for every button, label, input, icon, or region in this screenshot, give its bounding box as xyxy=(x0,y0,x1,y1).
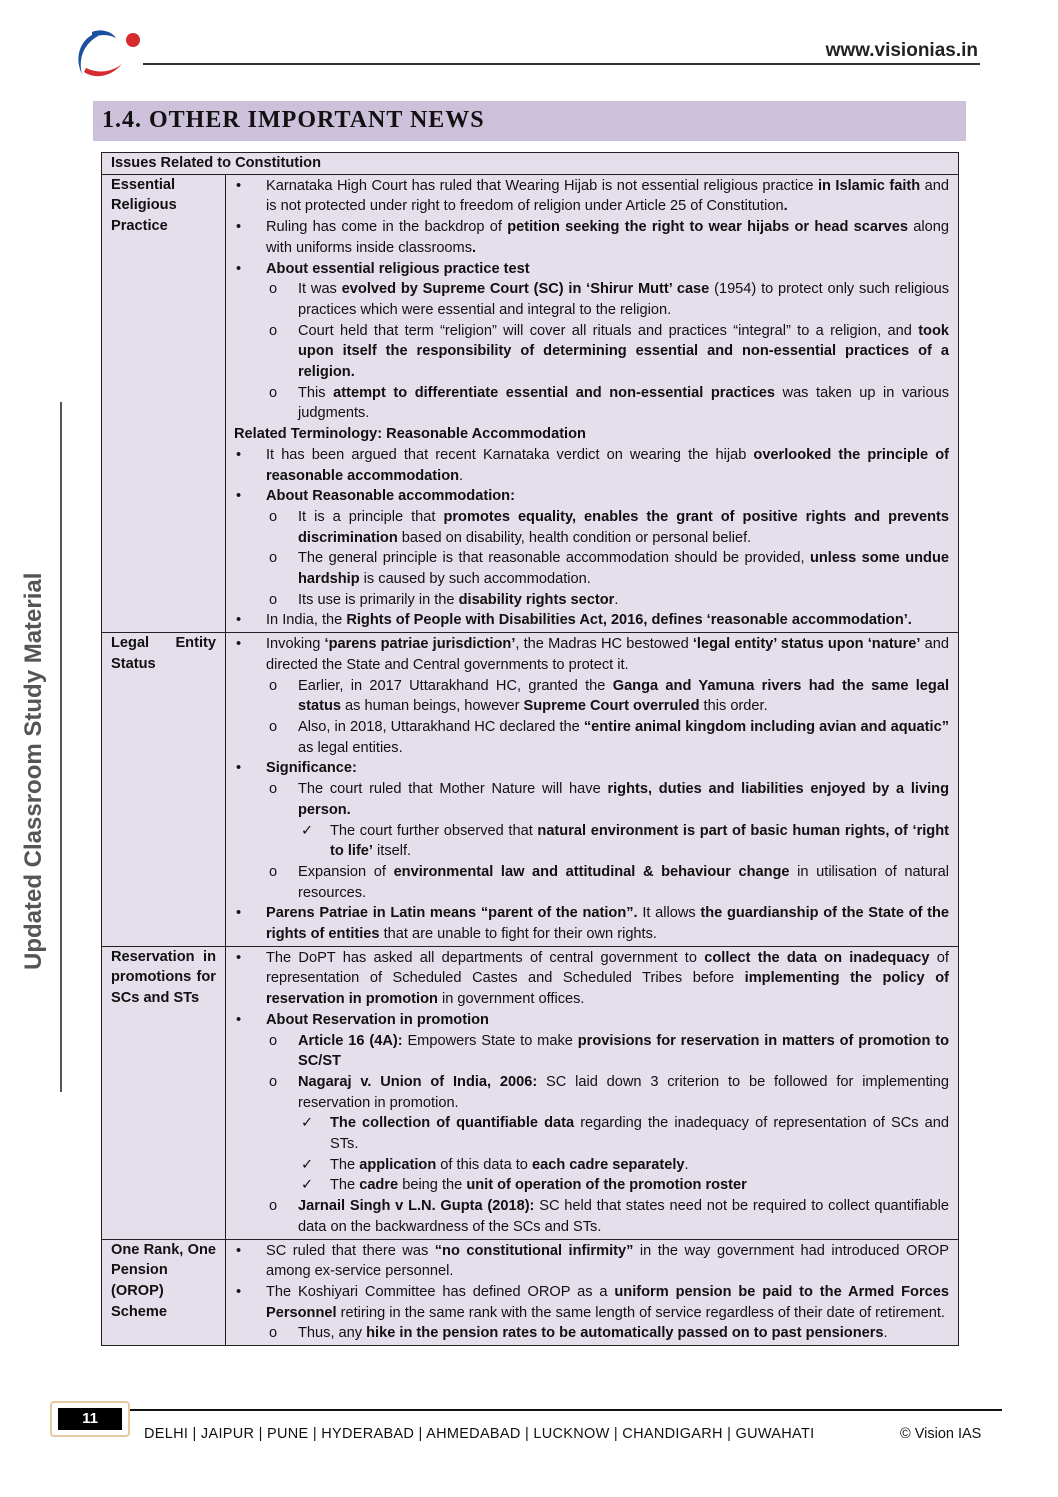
text: SC held that states need not be required to collect quantifiable data on the backwardness of the SCs and STs. xyxy=(298,1198,949,1235)
text: . xyxy=(684,1156,689,1173)
bold-text: Nagaraj v. Union of India, 2006: xyxy=(298,1073,538,1090)
text: Invoking xyxy=(266,636,325,653)
text: Also, in 2018, Uttarakhand HC declared the xyxy=(298,718,584,735)
text: SC laid down 3 criterion to be followed for implementing reservation in promotion. xyxy=(298,1073,949,1111)
text: , the Madras HC bestowed xyxy=(515,636,693,653)
bullet-icon: • xyxy=(236,1283,242,1300)
bold-text: The collection of quantifiable data xyxy=(330,1115,575,1132)
bold-text: unless some undue hardship xyxy=(298,550,949,588)
section-title: 1.4. OTHER IMPORTANT NEWS xyxy=(102,107,485,133)
list-item xyxy=(234,717,949,758)
side-divider xyxy=(60,402,62,1092)
content-cell xyxy=(226,1239,959,1346)
bold-text: Article 16 (4A): xyxy=(298,1032,403,1049)
bullet-icon: • xyxy=(236,177,242,194)
content-cell xyxy=(226,946,959,1239)
bold-text: cadre xyxy=(359,1177,399,1194)
text: Thus, any xyxy=(298,1325,367,1342)
text: Earlier, in 2017 Uttarakhand HC, granted the xyxy=(298,677,613,694)
list-item xyxy=(234,1323,949,1344)
circle-bullet-icon: o xyxy=(269,1032,278,1049)
bullet-icon: • xyxy=(236,1011,242,1028)
text: The DoPT has asked all departments of central government to xyxy=(266,949,705,966)
bold-text: uniform pension be paid to the Armed Forces Personnel xyxy=(266,1283,949,1321)
text: It has been argued that recent Karnataka verdict on wearing the hijab xyxy=(266,446,754,463)
text: Karnataka High Court has ruled that Wearing Hijab is not essential religious practice xyxy=(266,177,818,194)
bold-text: the guardianship of the State of the rights of entities xyxy=(266,905,950,943)
text: as human beings, however xyxy=(340,698,524,715)
header-divider xyxy=(143,63,980,65)
bold-text: Parens Patriae in Latin means “parent of the nation”. xyxy=(266,905,638,922)
circle-bullet-icon: o xyxy=(269,322,278,339)
table-row xyxy=(102,1239,959,1346)
text: The general principle is that reasonable accommodation should be provided, xyxy=(298,550,810,567)
text: Ruling has come in the backdrop of xyxy=(266,219,508,236)
topic-cell: Reservation in promotions for SCs and STs xyxy=(102,946,226,1239)
text: In India, the xyxy=(266,612,347,629)
subheading xyxy=(234,424,949,445)
text: that are unable to fight for their own rights. xyxy=(379,926,657,943)
list-item xyxy=(234,217,949,258)
bold-text: “entire animal kingdom including avian and aquatic” xyxy=(583,718,949,735)
text: It allows xyxy=(637,905,701,922)
circle-bullet-icon: o xyxy=(269,591,278,608)
text: being the xyxy=(398,1177,467,1194)
content-cell xyxy=(226,174,959,632)
text: and directed the State and Central governments to protect it. xyxy=(266,636,949,673)
bold-text: Rights of People with Disabilities Act, 2016, defines ‘reasonable accommodation’. xyxy=(346,612,912,629)
bold-text: took upon itself the responsibility of determining essential and non-essential practices of a religion. xyxy=(298,322,949,381)
list-item xyxy=(234,507,949,548)
bullet-icon: • xyxy=(236,636,242,653)
text: SC ruled that there was xyxy=(266,1242,435,1259)
text: and is not protected under right to freedom of religion under Article 25 of Constitution xyxy=(266,177,949,215)
bold-text: Supreme Court overruled xyxy=(523,698,700,715)
bold-text: unit of operation of the promotion roster xyxy=(466,1177,747,1194)
list-item xyxy=(234,1031,949,1072)
list-item xyxy=(234,1282,949,1323)
bold-text: hike in the pension rates to be automatically passed on to past pensioners xyxy=(366,1325,884,1342)
list-item xyxy=(234,445,949,486)
text: This xyxy=(298,384,334,401)
circle-bullet-icon: o xyxy=(269,718,278,735)
bold-text: About Reservation in promotion xyxy=(266,1011,489,1028)
list-item xyxy=(234,758,949,779)
bold-text: evolved by Supreme Court (SC) in ‘Shirur Mutt’ case xyxy=(341,281,710,298)
topic-cell: Essential Religious Practice xyxy=(102,174,226,632)
bullet-icon: • xyxy=(236,260,242,277)
topic-cell: One Rank, One Pension (OROP) Scheme xyxy=(102,1239,226,1346)
bullet-icon: • xyxy=(236,760,242,777)
table-header-row xyxy=(102,153,959,175)
bold-text: provisions for reservation in matters of promotion to SC/ST xyxy=(298,1032,949,1070)
bold-text: in Islamic faith xyxy=(817,177,921,194)
bold-text: Jarnail Singh v L.N. Gupta (2018): xyxy=(298,1198,535,1215)
list-item xyxy=(234,903,949,944)
text: It was xyxy=(298,281,342,298)
footer-divider xyxy=(130,1409,1002,1411)
text: Court held that term “religion” will cover all rituals and practices “integral” to a religion, and xyxy=(298,322,919,339)
bullet-icon: • xyxy=(236,488,242,505)
bold-text: application xyxy=(359,1156,437,1173)
list-item xyxy=(234,1155,949,1176)
circle-bullet-icon: o xyxy=(269,550,278,567)
text: The court further observed that xyxy=(330,822,538,839)
text: Expansion of xyxy=(298,863,394,880)
text: The xyxy=(330,1156,360,1173)
list-item xyxy=(234,862,949,903)
checkmark-icon: ✓ xyxy=(301,1115,314,1132)
bullet-icon: • xyxy=(236,446,242,463)
checkmark-icon: ✓ xyxy=(301,1156,314,1173)
page-number: 11 xyxy=(58,1408,122,1430)
circle-bullet-icon: o xyxy=(269,1073,278,1090)
footer-copyright: © Vision IAS xyxy=(900,1426,982,1442)
bold-text: ‘parens patriae jurisdiction’ xyxy=(324,636,516,653)
list-item xyxy=(234,1072,949,1113)
side-label: Updated Classroom Study Material xyxy=(20,572,47,970)
list-item xyxy=(234,590,949,611)
section-heading xyxy=(93,101,966,141)
list-item xyxy=(234,821,949,862)
checkmark-icon: ✓ xyxy=(301,822,314,839)
list-item xyxy=(234,1241,949,1282)
content-cell xyxy=(226,633,959,947)
list-item xyxy=(234,1175,949,1196)
text: based on disability, health condition or personal belief. xyxy=(397,529,752,546)
list-item xyxy=(234,321,949,383)
text: in government offices. xyxy=(437,991,585,1008)
bold-text: Ganga and Yamuna rivers had the same legal status xyxy=(298,677,950,715)
checkmark-icon: ✓ xyxy=(301,1177,314,1194)
text: this order. xyxy=(699,698,768,715)
text: It is a principle that xyxy=(298,508,444,525)
text: . xyxy=(459,467,464,484)
circle-bullet-icon: o xyxy=(269,1325,278,1342)
text: regarding the inadequacy of representation of SCs and STs. xyxy=(330,1115,949,1153)
bold-text: natural environment is part of basic human rights, of ‘right to life’ xyxy=(330,822,949,860)
text: The xyxy=(330,1177,360,1194)
bold-text: ‘legal entity’ status upon ‘nature’ xyxy=(692,636,921,653)
bold-text: disability rights sector xyxy=(458,591,615,608)
website-url: www.visionias.in xyxy=(825,40,978,61)
news-table xyxy=(101,152,959,1346)
circle-bullet-icon: o xyxy=(269,1198,278,1215)
list-item xyxy=(234,676,949,717)
bold-text: promotes equality, enables the grant of positive rights and prevents discrimination xyxy=(298,508,949,546)
topic-cell: Legal Entity Status xyxy=(102,633,226,947)
circle-bullet-icon: o xyxy=(269,281,278,298)
bold-text: About Reasonable accommodation: xyxy=(266,488,515,505)
list-item xyxy=(234,1010,949,1031)
circle-bullet-icon: o xyxy=(269,677,278,694)
text: as legal entities. xyxy=(298,739,403,756)
bold-text: implementing the policy of reservation in promotion xyxy=(266,970,949,1008)
text: in utilisation of natural resources. xyxy=(298,863,950,901)
table-row xyxy=(102,174,959,632)
text: The Koshiyari Committee has defined OROP as a xyxy=(266,1283,615,1300)
bold-text: overlooked the principle of reasonable accommodation xyxy=(266,446,949,484)
text: . xyxy=(614,591,619,608)
bold-text: attempt to differentiate essential and non-essential practices xyxy=(333,384,775,401)
text: Empowers State to make xyxy=(402,1032,578,1049)
bullet-icon: • xyxy=(236,219,242,236)
circle-bullet-icon: o xyxy=(269,781,278,798)
text: along with uniforms inside classrooms xyxy=(266,219,949,256)
bullet-icon: • xyxy=(236,905,242,922)
list-item xyxy=(234,1113,949,1154)
page-number-badge xyxy=(50,1401,130,1437)
list-item xyxy=(234,610,949,631)
table-row xyxy=(102,946,959,1239)
text: (1954) to protect only such religious practices which were essential and integral to the religion. xyxy=(298,281,950,318)
bold-text: each cadre separately xyxy=(531,1156,685,1173)
circle-bullet-icon: o xyxy=(269,508,278,525)
bold-text: “no constitutional infirmity” xyxy=(434,1242,634,1259)
list-item xyxy=(234,279,949,320)
list-item xyxy=(234,548,949,589)
bold-text: rights, duties and liabilities enjoyed by a living person. xyxy=(298,781,949,818)
bold-text: environmental law and attitudinal & behaviour change xyxy=(393,863,790,880)
text: The court ruled that Mother Nature will have xyxy=(298,781,608,798)
table-header: Issues Related to Constitution xyxy=(102,153,959,175)
text: of this data to xyxy=(436,1156,532,1173)
text: Its use is primarily in the xyxy=(298,591,459,608)
list-item xyxy=(234,948,949,1010)
list-item xyxy=(234,634,949,675)
list-item xyxy=(234,1196,949,1237)
bold-text: petition seeking the right to wear hijabs or head scarves xyxy=(507,219,909,236)
list-item xyxy=(234,259,949,280)
bold-text: About essential religious practice test xyxy=(266,260,530,277)
bullet-icon: • xyxy=(236,1242,242,1259)
list-item xyxy=(234,779,949,820)
bold-text: . xyxy=(783,198,788,215)
text: is caused by such accommodation. xyxy=(359,571,591,588)
text: in the way government had introduced OROP among ex-service personnel. xyxy=(266,1242,949,1280)
table-row xyxy=(102,633,959,947)
footer-cities: DELHI | JAIPUR | PUNE | HYDERABAD | AHMEDABAD | LUCKNOW | CHANDIGARH | GUWAHATI xyxy=(144,1426,815,1442)
vision-ias-logo xyxy=(72,28,144,80)
bold-text: Significance: xyxy=(266,760,357,777)
bullet-icon: • xyxy=(236,612,242,629)
bullet-icon: • xyxy=(236,949,242,966)
list-item xyxy=(234,486,949,507)
text: was taken up in various judgments. xyxy=(298,384,950,422)
circle-bullet-icon: o xyxy=(269,384,278,401)
list-item xyxy=(234,176,949,217)
text: of representation of Scheduled Castes and Scheduled Tribes before xyxy=(266,949,949,987)
circle-bullet-icon: o xyxy=(269,863,278,880)
text: itself. xyxy=(372,843,412,860)
bold-text: Related Terminology: Reasonable Accommodation xyxy=(234,426,586,443)
text: retiring in the same rank with the same length of service regardless of their date of retirement. xyxy=(336,1304,945,1321)
bold-text: . xyxy=(472,239,477,256)
bold-text: collect the data on inadequacy xyxy=(704,949,930,966)
list-item xyxy=(234,383,949,424)
text: . xyxy=(883,1325,888,1342)
